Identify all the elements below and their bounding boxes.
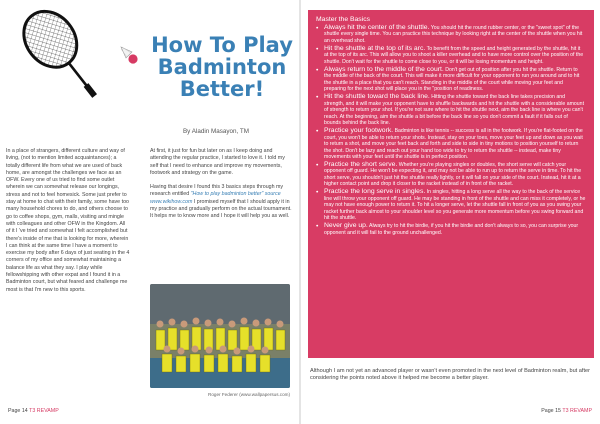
tip-item (316, 128, 586, 160)
tip-heading: Always return to the middle of the court. (324, 65, 444, 73)
paragraph: At first, it just for fun but later on as I keep doing and attending the regular practice, I started to love it. I told my self that I need to enhance and improve my movements, footwork and strategy on the game. (150, 148, 285, 176)
bullet-icon: • (316, 189, 319, 197)
tips-box-title: Master the Basics (316, 16, 371, 23)
bullet-icon: • (316, 66, 319, 74)
tip-heading: Practice your footwork. (324, 127, 394, 135)
tip-heading: Never give up. (324, 222, 368, 230)
tip-body: Hitting the shuttle toward the back line takes precision and strength, and it will make your opponent have to shuffle backwards and hit the shuttle with a considerable amount of strength to return your shot. If you're not sure where to hit the shuttle next, aim the back line is where you can't reach. At the beginning, aim the shuttle a bit before the back line so you don't commit a fault if it falls out of bounds behind the back line. (324, 94, 585, 127)
bullet-icon: • (316, 162, 319, 170)
tip-heading: Hit the shuttle at the top of its arc. (324, 44, 426, 52)
page-number: Page 14 (8, 408, 28, 414)
tip-item (316, 162, 586, 188)
tip-item (316, 25, 586, 44)
paragraph: In a place of strangers, different culture and way of living, (not to mention limited acquaintances); a totally different life from what we are used of back home, are amongst the challenges we face as an OFW. Every one of us tried to find some outlet wherein we can somewhat release our longings, stress and not to feel homesick. Some just prefer to stay at home to chat with their family, some have too many household chores to do, and others choose to go to coffee shops, gym, malls, visiting and mingle with colleagues and other OFW in the Kingdom. All of it I 've tried and somewhat I felt accomplished but there's inside of me that is looking for more, wherein I can think at the same time I have a moment to exercise my body after 6 days of just seating in the 4 corners of my office and somewhat maintaining a balance life as what they say. I play while fellowshipping with other expat and I found it in a Badminton court, but what feared and challenge me most is that I'm new to this sports. (6, 148, 130, 293)
tip-heading: Hit the shuttle toward the back line. (324, 93, 430, 101)
left-column (6, 148, 130, 301)
tip-body: In singles, hitting a long serve all the way to the back of the service line will throw your opponent off guard. He may be standing in front of the shuttle and can miss it completely, or he may not have enough power to return it. To hit a longer serve, let the shuttle fall in front of you as you swing your racket further back almost to your shoulder level so you generate more momentum before you swing forward and hit the shuttle. (324, 189, 586, 222)
byline: By Aladin Masayon, TM (182, 128, 250, 135)
title-line: Badminton (157, 55, 287, 79)
tip-body: To benefit from the speed and height generated by the shuttle, hit it at the top of its arc. This will allow you to shoot a killer overhead and to have more control over the position of the shuttle. Don't wait for the shuttle to come close to you, or it will be losing momentum and height. (324, 45, 584, 65)
title-line: How To Play (151, 33, 293, 57)
paragraph-text: Having that desire I found this 3 basics steps through my research entitled (150, 184, 284, 198)
bullet-icon: • (316, 25, 319, 32)
page-number: Page 15 (541, 408, 561, 414)
paragraph-text: I promised myself that I should apply it in my practice and gradually perform on the actual tournament. It helps me to know more and I hope it will help you as well. (150, 198, 292, 220)
page-footer (541, 408, 592, 414)
article-title (150, 34, 294, 100)
bullet-icon: • (316, 223, 319, 231)
bullet-icon: • (316, 45, 319, 53)
tip-body: Always try to hit the birdie, if you hit the birdie and don't always to so, you can surprise your opponent and it will fail to the ground unchallenged. (324, 223, 579, 236)
tip-item (316, 46, 586, 65)
page-footer (8, 408, 59, 414)
tip-body: Badminton is like tennis -- success is all in the footwork. If you're flat-footed on the court, you won't be able to return your shots. Instead, stay on your toes, move your feet up and down as you wait to return a shot, and move your feet back and forth and side to side in tiny motions to position yourself to return the shot. Don't be lazy and reach out your hand too wide to try to return the shuttle -- instead, make tiny movements with your feet until the shuttle is in perfect position. (324, 128, 583, 160)
photo-caption: Roger Federer (www.wallpapersus.com) (208, 392, 290, 397)
tips-box (308, 10, 594, 358)
bullet-icon: • (316, 128, 319, 136)
paragraph (150, 184, 294, 220)
magazine-name: T3 REVAMP (562, 408, 592, 414)
tip-item (316, 94, 586, 126)
tip-body: Don't get out of position after you hit the shuttle. Return to the middle of the back of the court. This will make it more difficult for your opponent to run you around and to hit the shuttle in a place that you can't reach. Standing in the middle of the court while moving your feet and preparing for the next shot will place you in the "position of readiness. (324, 66, 580, 93)
shuttlecock-icon (118, 44, 140, 66)
right-page (300, 0, 600, 424)
tip-item (316, 67, 586, 93)
team-photo (150, 284, 290, 388)
tip-heading: Practice the long serve in singles. (324, 188, 426, 196)
tip-item (316, 223, 586, 236)
tip-item (316, 189, 586, 221)
bullet-icon: • (316, 94, 319, 102)
closing-paragraph: Although I am not yet an advanced player or wasn't even promoted in the next level of Badminton realm, but after considering the points noted above it helped me become a better player. (310, 368, 590, 382)
magazine-name: T3 REVAMP (29, 408, 59, 414)
tip-heading: Always hit the center of the shuttle. (324, 24, 430, 31)
badminton-racket-icon (14, 4, 132, 100)
tip-body: You should hit the round rubber center, or the "sweet spot" of the shuttle every single time. You can practice this technique by looking right at the center of the shuttle when you hit an overhead shot. (324, 25, 583, 44)
middle-column (150, 148, 294, 228)
tip-body: Whether you're playing singles or doubles, the short serve will catch your opponent off guard. He won't be expecting it, and may not be able to run up to return the serve in time. To hit the short serve, you shouldn't just hit the shuttle really lightly, or it will fall on your side of the court. Instead, hit it at a higher contact point and drop it closer to the racket instead of in front of the racket. (324, 162, 582, 188)
source-link[interactable]: "How to play badminton better" source www.wikihow.com (150, 191, 281, 205)
tip-heading: Practice the short serve. (324, 161, 398, 169)
title-line: Better! (179, 77, 265, 101)
